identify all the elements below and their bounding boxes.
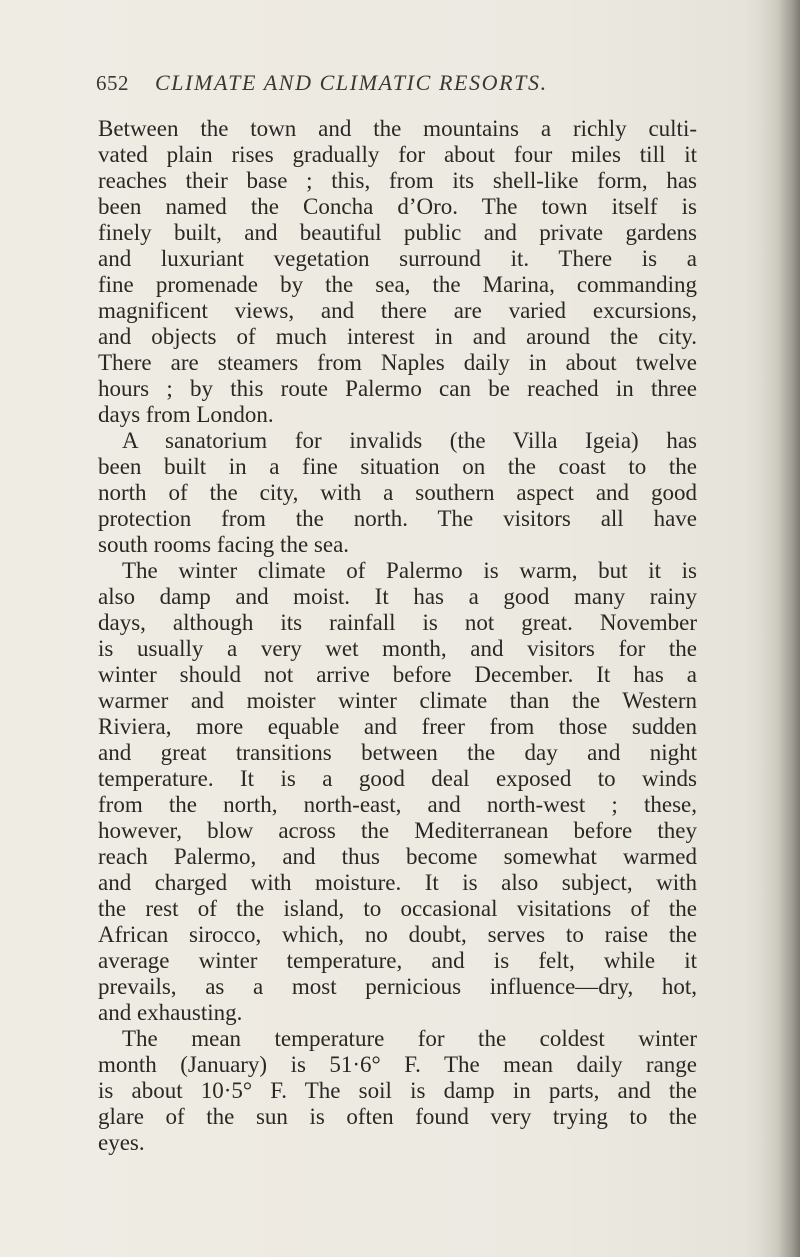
text-line: finely built, and beautiful public and private gardens — [98, 220, 697, 245]
text-line: average winter temperature, and is felt, while it — [98, 948, 697, 973]
text-line: and exhausting. — [98, 1000, 243, 1025]
text-line: however, blow across the Mediterranean before they — [98, 818, 697, 843]
text-line: hours ; by this route Palermo can be reached in three — [98, 376, 697, 401]
text-line: been named the Concha d’Oro. The town itself is — [98, 194, 697, 219]
text-line: A sanatorium for invalids (the Villa Igeia) has — [122, 428, 697, 453]
text-line: The winter climate of Palermo is warm, but it is — [122, 558, 697, 583]
text-line: month (January) is 51·6° F. The mean daily range — [98, 1052, 697, 1077]
running-head-title: CLIMATE AND CLIMATIC RESORTS. — [155, 70, 548, 95]
text-line: been built in a fine situation on the coast to the — [98, 454, 697, 479]
text-line: reaches their base ; this, from its shell-like form, has — [98, 168, 697, 193]
binding-shadow — [760, 0, 800, 1257]
text-line: and charged with moisture. It is also subject, with — [98, 870, 697, 895]
text-line: and luxuriant vegetation surround it. There is a — [98, 246, 697, 271]
text-line: south rooms facing the sea. — [98, 532, 350, 557]
text-line: is usually a very wet month, and visitors for the — [98, 636, 697, 661]
text-line: eyes. — [98, 1130, 145, 1155]
text-line: warmer and moister winter climate than the Western — [98, 688, 697, 713]
page-number: 652 — [96, 71, 129, 95]
text-line: protection from the north. The visitors all have — [98, 506, 697, 531]
text-line: reach Palermo, and thus become somewhat warmed — [98, 844, 697, 869]
text-line: temperature. It is a good deal exposed to winds — [98, 766, 697, 791]
text-line: glare of the sun is often found very trying to the — [98, 1104, 697, 1129]
text-line: vated plain rises gradually for about four miles till it — [98, 142, 697, 167]
running-head — [96, 70, 696, 104]
text-line: from the north, north-east, and north-west ; these, — [98, 792, 697, 817]
text-line: and great transitions between the day and night — [98, 740, 697, 765]
text-line: Riviera, more equable and freer from those sudden — [98, 714, 697, 739]
text-line: north of the city, with a southern aspect and good — [98, 480, 697, 505]
text-line: days from London. — [98, 402, 274, 427]
text-line: and objects of much interest in and around the city. — [98, 324, 697, 349]
text-line: The mean temperature for the coldest winter — [122, 1026, 697, 1051]
text-line: is about 10·5° F. The soil is damp in parts, and the — [98, 1078, 697, 1103]
text-line: magnificent views, and there are varied excursions, — [98, 298, 697, 323]
text-line: African sirocco, which, no doubt, serves to raise the — [98, 922, 697, 947]
text-line: There are steamers from Naples daily in about twelve — [98, 350, 697, 375]
text-line: the rest of the island, to occasional visitations of the — [98, 896, 697, 921]
text-line: winter should not arrive before December. It has a — [98, 662, 697, 687]
text-line: fine promenade by the sea, the Marina, commanding — [98, 272, 697, 297]
body-text — [98, 116, 697, 1156]
text-line: also damp and moist. It has a good many rainy — [98, 584, 697, 609]
text-line: prevails, as a most pernicious influence—dry, hot, — [98, 974, 697, 999]
text-line: days, although its rainfall is not great. November — [98, 610, 697, 635]
text-line: Between the town and the mountains a richly culti- — [98, 116, 697, 141]
